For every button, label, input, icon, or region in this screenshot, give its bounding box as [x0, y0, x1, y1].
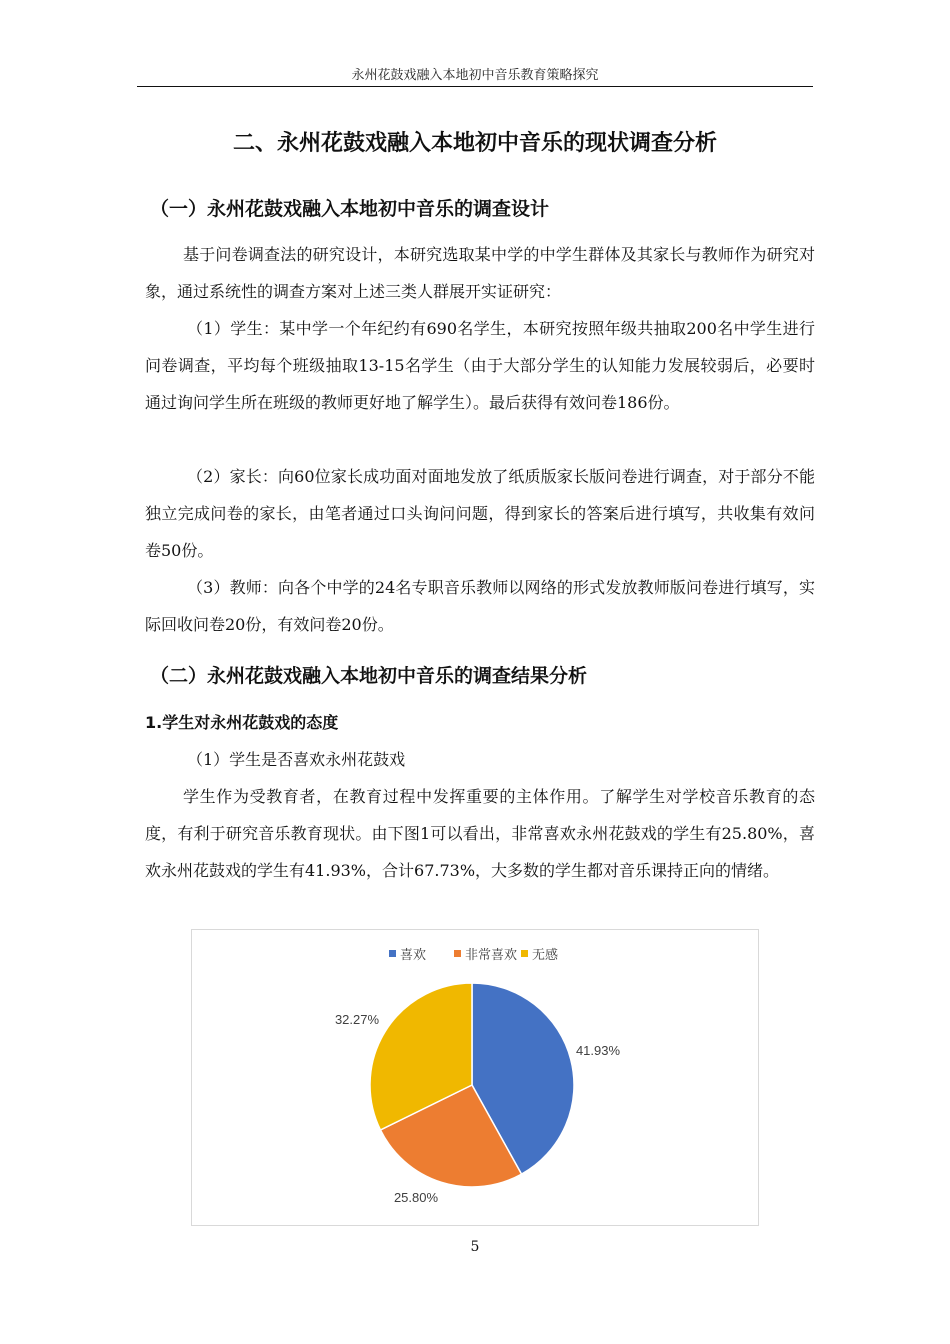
pie-chart-frame: [191, 929, 759, 1226]
data-label-3: 32.27%: [334, 1012, 380, 1027]
running-header: 永州花鼓戏融入本地初中音乐教育策略探究: [137, 64, 813, 87]
data-label-1: 41.93%: [575, 1043, 621, 1058]
legend-label-2: 非常喜欢: [465, 947, 518, 962]
legend-swatch-3: [521, 950, 528, 957]
legend-swatch-1: [389, 950, 396, 957]
section-title: 二、永州花鼓戏融入本地初中音乐的现状调查分析: [232, 131, 717, 156]
page-number: 5: [470, 1239, 480, 1255]
subsection-1-title: （一）永州花鼓戏融入本地初中音乐的调查设计: [150, 198, 550, 220]
pie-chart: [192, 930, 758, 1225]
subsection-2-title: （二）永州花鼓戏融入本地初中音乐的调查结果分析: [150, 665, 588, 687]
parents-paragraph: （2）家长：向60位家长成功面对面地发放了纸质版家长版问卷进行调查，对于部分不能独立完成问卷的家长，由笔者通过口头询问问题，得到家长的答案后进行填写，共收集有效问卷50份。: [145, 467, 815, 560]
students-paragraph: （1）学生：某中学一个年纪约有690名学生，本研究按照年级共抽取200名中学生进行问卷调查，平均每个班级抽取13-15名学生（由于大部分学生的认知能力发展较弱后，必要时通过询问学生所在班级的教师更好地了解学生）。最后获得有效问卷186份。: [145, 319, 815, 412]
subsection-2-subtitle: 1.学生对永州花鼓戏的态度: [145, 713, 339, 732]
legend-swatch-2: [454, 950, 461, 957]
legend-label-3: 无感: [532, 947, 559, 962]
question-heading: （1）学生是否喜欢永州花鼓戏: [187, 750, 406, 769]
intro-paragraph: 基于问卷调查法的研究设计，本研究选取某中学的中学生群体及其家长与教师作为研究对象，通过系统性的调查方案对上述三类人群展开实证研究：: [145, 245, 815, 301]
results-paragraph: 学生作为受教育者，在教育过程中发挥重要的主体作用。了解学生对学校音乐教育的态度，有利于研究音乐教育现状。由下图1可以看出，非常喜欢永州花鼓戏的学生有25.80%，喜欢永州花鼓戏的学生有41.93%，合计67.73%，大多数的学生都对音乐课持正向的情绪。: [145, 787, 815, 880]
teachers-paragraph: （3）教师：向各个中学的24名专职音乐教师以网络的形式发放教师版问卷进行填写，实际回收问卷20份，有效问卷20份。: [145, 578, 815, 634]
data-label-2: 25.80%: [393, 1190, 439, 1205]
legend-label-1: 喜欢: [400, 947, 427, 962]
